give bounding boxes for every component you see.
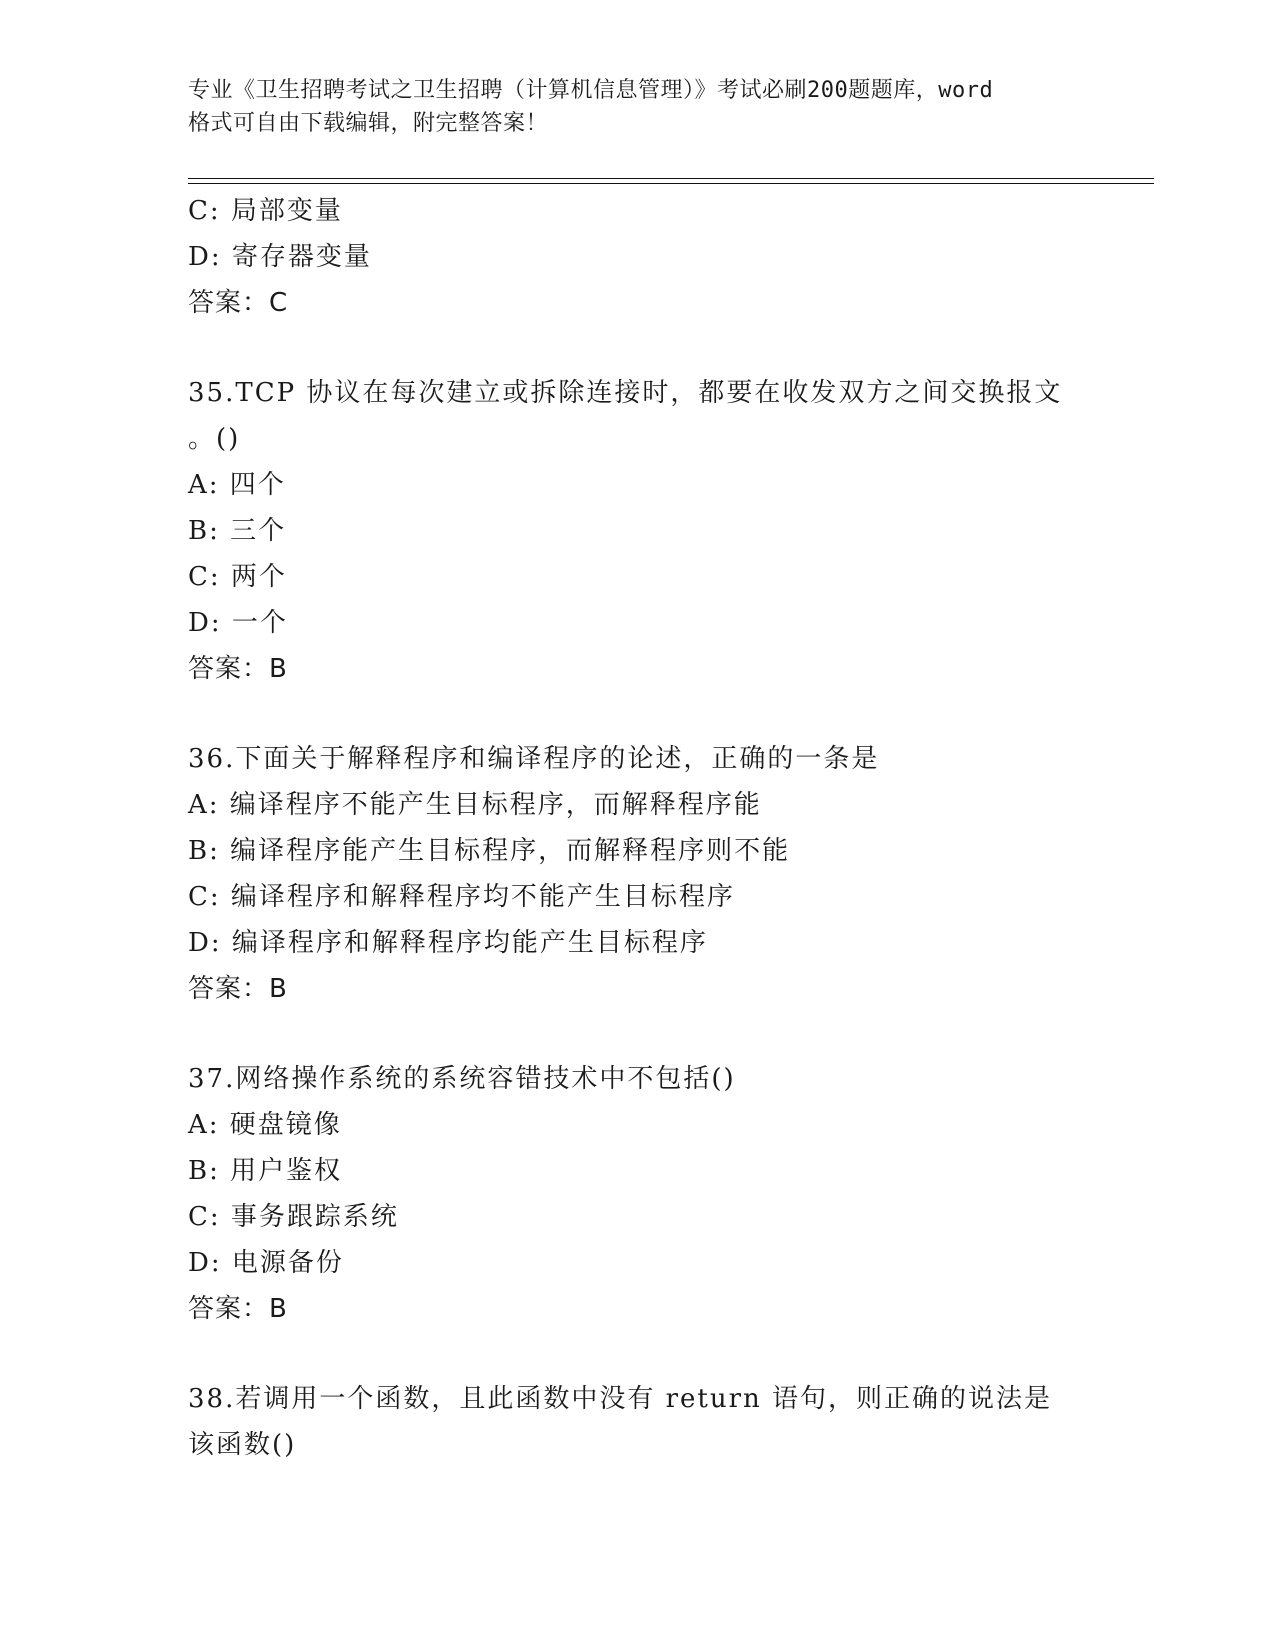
question-text-cont: 。(): [188, 424, 241, 454]
block-spacer: [188, 1012, 1088, 1056]
option-d: D: 一个: [188, 608, 288, 638]
option-c: C: 两个: [188, 562, 287, 592]
option-c: C: 事务跟踪系统: [188, 1202, 399, 1232]
option-c: C: 局部变量: [188, 196, 343, 226]
question-text: 36.下面关于解释程序和编译程序的论述，正确的一条是: [188, 744, 880, 774]
question-text: 35.TCP 协议在每次建立或拆除连接时，都要在收发双方之间交换报文: [188, 378, 1063, 408]
question-block-35: [188, 370, 1088, 692]
option-a: A: 硬盘镜像: [188, 1110, 342, 1140]
header-divider-bottom: [188, 183, 1154, 184]
option-d: D: 电源备份: [188, 1248, 344, 1278]
answer-line: 答案：C: [188, 288, 289, 318]
answer-line: 答案：B: [188, 1294, 288, 1324]
question-list: [188, 188, 1088, 1468]
option-a: A: 编译程序不能产生目标程序，而解释程序能: [188, 790, 762, 820]
block-spacer: [188, 692, 1088, 736]
header-divider-top: [188, 178, 1154, 179]
option-c: C: 编译程序和解释程序均不能产生目标程序: [188, 882, 735, 912]
question-block-38: [188, 1376, 1088, 1468]
block-spacer: [188, 326, 1088, 370]
document-header: [188, 74, 1088, 140]
header-line-2: 格式可自由下载编辑，附完整答案！: [188, 111, 549, 136]
answer-line: 答案：B: [188, 974, 288, 1004]
option-b: B: 用户鉴权: [188, 1156, 343, 1186]
question-text: 38.若调用一个函数，且此函数中没有 return 语句，则正确的说法是: [188, 1384, 1053, 1414]
option-b: B: 编译程序能产生目标程序，而解释程序则不能: [188, 836, 791, 866]
option-d: D: 编译程序和解释程序均能产生目标程序: [188, 928, 708, 958]
block-spacer: [188, 1332, 1088, 1376]
question-block-37: [188, 1056, 1088, 1332]
question-text: 37.网络操作系统的系统容错技术中不包括(): [188, 1064, 736, 1094]
header-line-1: 专业《卫生招聘考试之卫生招聘（计算机信息管理）》考试必刷200题题库，word: [188, 78, 994, 103]
option-a: A: 四个: [188, 470, 286, 500]
answer-line: 答案：B: [188, 654, 288, 684]
question-text-cont: 该函数(): [188, 1430, 297, 1460]
question-block-36: [188, 736, 1088, 1012]
option-d: D: 寄存器变量: [188, 242, 372, 272]
option-b: B: 三个: [188, 516, 287, 546]
question-block-34: [188, 188, 1088, 326]
